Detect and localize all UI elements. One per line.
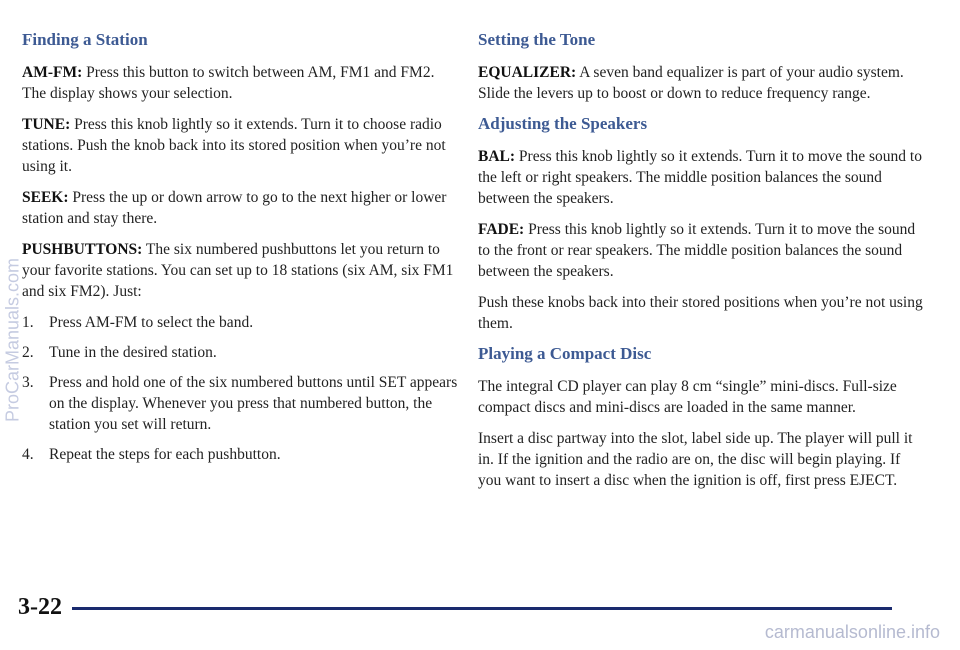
footer-rule <box>72 607 892 610</box>
equalizer-text: A seven band equalizer is part of your audio system. Slide the levers up to boost or down to reduce frequency range. <box>478 64 904 102</box>
cd-paragraph-2: Insert a disc partway into the slot, label side up. The player will pull it in. If the ignition and the radio are on, the disc will begin playing. If you want to insert a disc when the ignition is off, first press EJECT. <box>478 430 913 489</box>
am-fm-text: Press this button to switch between AM, FM1 and FM2. The display shows your selection. <box>22 64 435 102</box>
am-fm-paragraph <box>22 62 462 104</box>
right-column <box>478 30 923 501</box>
step-number: 4. <box>22 446 34 463</box>
compact-disc-heading: Playing a Compact Disc <box>478 344 652 363</box>
step-text: Press AM-FM to select the band. <box>49 314 254 331</box>
step-item <box>22 342 462 363</box>
step-text: Press and hold one of the six numbered buttons until SET appears on the display. Whenever you press that numbered button, the station you set will return. <box>49 374 458 433</box>
bottom-watermark: carmanualsonline.info <box>764 622 940 642</box>
pushbuttons-paragraph <box>22 239 462 302</box>
seek-text: Press the up or down arrow to go to the next higher or lower station and stay there. <box>22 189 447 227</box>
fade-paragraph <box>478 219 923 282</box>
step-number: 2. <box>22 344 34 361</box>
equalizer-paragraph <box>478 62 923 104</box>
tune-paragraph <box>22 114 462 177</box>
pushbuttons-text: The six numbered pushbuttons let you return to your favorite stations. You can set up to 18 stations (six AM, six FM1 and six FM2). Just: <box>22 241 454 300</box>
am-fm-term: AM-FM: <box>22 64 83 81</box>
step-text: Repeat the steps for each pushbutton. <box>49 446 281 463</box>
side-watermark-text: ProCarManuals.com <box>2 257 23 423</box>
push-knobs-paragraph: Push these knobs back into their stored positions when you’re not using them. <box>478 294 923 332</box>
step-number: 1. <box>22 314 34 331</box>
bal-text: Press this knob lightly so it extends. Turn it to move the sound to the left or right speakers. The middle position balances the sound between the speakers. <box>478 148 922 207</box>
tune-text: Press this knob lightly so it extends. Turn it to choose radio stations. Push the knob back into its stored position when you’re not using it. <box>22 116 446 175</box>
adjusting-speakers-heading: Adjusting the Speakers <box>478 114 648 133</box>
fade-text: Press this knob lightly so it extends. Turn it to move the sound to the front or rear speakers. The middle position balances the sound between the speakers. <box>478 221 916 280</box>
seek-term: SEEK: <box>22 189 69 206</box>
finding-station-heading: Finding a Station <box>22 30 148 49</box>
step-item <box>22 372 462 435</box>
bal-term: BAL: <box>478 148 516 165</box>
cd-paragraph-1: The integral CD player can play 8 cm “single” mini-discs. Full-size compact discs and mini-discs are loaded in the same manner. <box>478 378 897 416</box>
step-item <box>22 312 462 333</box>
pushbutton-steps-list <box>22 312 462 465</box>
side-watermark <box>0 240 28 440</box>
step-text: Tune in the desired station. <box>49 344 217 361</box>
pushbuttons-term: PUSHBUTTONS: <box>22 241 143 258</box>
page-number: 3-22 <box>18 594 62 620</box>
bal-paragraph <box>478 146 923 209</box>
equalizer-term: EQUALIZER: <box>478 64 577 81</box>
step-number: 3. <box>22 374 34 391</box>
fade-term: FADE: <box>478 221 525 238</box>
step-item <box>22 444 462 465</box>
seek-paragraph <box>22 187 462 229</box>
tune-term: TUNE: <box>22 116 71 133</box>
setting-tone-heading: Setting the Tone <box>478 30 596 49</box>
left-column <box>22 30 462 474</box>
